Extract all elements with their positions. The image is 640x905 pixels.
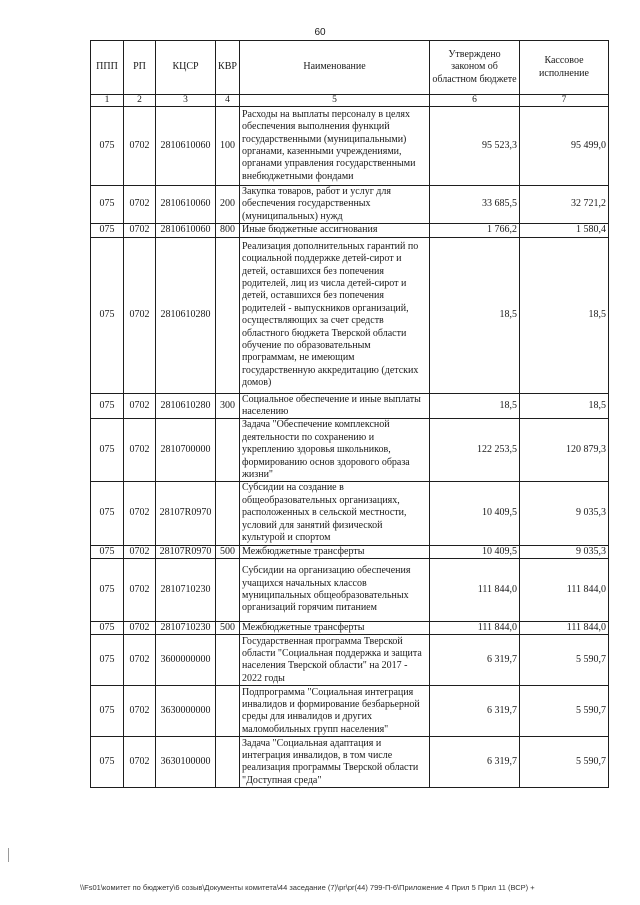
cell-rp: 0702: [124, 558, 156, 621]
cell-kcsr: 2810700000: [156, 419, 216, 482]
margin-mark: [8, 848, 9, 862]
cell-kvr: [216, 737, 240, 788]
cell-kcsr: 28107R0970: [156, 545, 216, 558]
table-row: [91, 621, 609, 634]
cell-approved: 1 766,2: [430, 224, 520, 237]
cell-approved: 122 253,5: [430, 419, 520, 482]
cell-name: Реализация дополнительных гарантий по социальной поддержке детей-сирот и детей, оставшихся без попечения родителей, лиц из числа детей-сирот и детей, оставшихся без попечения родителей - выпускников организаций, осуществляющих за счет средств областного бюджета Тверской области обучение по образовательным программам, не имеющим государственную аккредитацию (детских домов): [240, 237, 430, 393]
cell-ppp: 075: [91, 224, 124, 237]
cell-approved: 111 844,0: [430, 621, 520, 634]
page-number: 60: [314, 27, 326, 38]
cell-kcsr: 28107R0970: [156, 482, 216, 545]
cell-executed: 18,5: [520, 393, 609, 419]
cell-executed: 9 035,3: [520, 545, 609, 558]
column-number: 2: [124, 95, 156, 107]
cell-ppp: 075: [91, 186, 124, 224]
cell-kvr: 500: [216, 545, 240, 558]
table-row: [91, 393, 609, 419]
cell-rp: 0702: [124, 482, 156, 545]
cell-kvr: 200: [216, 186, 240, 224]
cell-name: Подпрограмма "Социальная интеграция инвалидов и формирование безбарьерной среды для инвалидов и других маломобильных групп населения": [240, 686, 430, 737]
cell-executed: 111 844,0: [520, 621, 609, 634]
cell-executed: 1 580,4: [520, 224, 609, 237]
cell-name: Субсидии на организацию обеспечения учащихся начальных классов муниципальных общеобразовательных организаций горячим питанием: [240, 558, 430, 621]
cell-executed: 5 590,7: [520, 737, 609, 788]
table-row: [91, 558, 609, 621]
column-number: 1: [91, 95, 124, 107]
cell-rp: 0702: [124, 686, 156, 737]
cell-approved: 6 319,7: [430, 635, 520, 686]
cell-rp: 0702: [124, 635, 156, 686]
cell-name: Государственная программа Тверской области "Социальная поддержка и защита населения Тверской области" на 2017 - 2022 годы: [240, 635, 430, 686]
cell-kcsr: 2810610060: [156, 107, 216, 186]
column-number: 6: [430, 95, 520, 107]
cell-kcsr: 2810610060: [156, 186, 216, 224]
cell-rp: 0702: [124, 393, 156, 419]
cell-kcsr: 3630000000: [156, 686, 216, 737]
budget-execution-table: [90, 40, 609, 788]
cell-kcsr: 3600000000: [156, 635, 216, 686]
table-row: [91, 482, 609, 545]
cell-rp: 0702: [124, 419, 156, 482]
cell-executed: 5 590,7: [520, 686, 609, 737]
table-row: [91, 107, 609, 186]
cell-approved: 18,5: [430, 237, 520, 393]
cell-kcsr: 3630100000: [156, 737, 216, 788]
cell-ppp: 075: [91, 737, 124, 788]
cell-rp: 0702: [124, 545, 156, 558]
column-number: 5: [240, 95, 430, 107]
cell-approved: 10 409,5: [430, 545, 520, 558]
cell-kvr: [216, 482, 240, 545]
cell-approved: 33 685,5: [430, 186, 520, 224]
cell-executed: 111 844,0: [520, 558, 609, 621]
cell-kvr: 800: [216, 224, 240, 237]
cell-kcsr: 2810710230: [156, 621, 216, 634]
cell-executed: 9 035,3: [520, 482, 609, 545]
cell-kvr: 500: [216, 621, 240, 634]
cell-kvr: 300: [216, 393, 240, 419]
cell-approved: 95 523,3: [430, 107, 520, 186]
cell-rp: 0702: [124, 737, 156, 788]
cell-approved: 111 844,0: [430, 558, 520, 621]
table-row: [91, 545, 609, 558]
cell-rp: 0702: [124, 237, 156, 393]
cell-approved: 6 319,7: [430, 686, 520, 737]
cell-kvr: [216, 686, 240, 737]
header-executed: Кассовое исполнение: [520, 41, 609, 95]
header-ppp: ППП: [91, 41, 124, 95]
cell-ppp: 075: [91, 545, 124, 558]
cell-kvr: [216, 419, 240, 482]
cell-approved: 6 319,7: [430, 737, 520, 788]
cell-executed: 32 721,2: [520, 186, 609, 224]
table-row: [91, 237, 609, 393]
table-row: [91, 635, 609, 686]
cell-rp: 0702: [124, 224, 156, 237]
table-row: [91, 224, 609, 237]
cell-kvr: [216, 635, 240, 686]
cell-kcsr: 2810610280: [156, 237, 216, 393]
cell-approved: 18,5: [430, 393, 520, 419]
cell-name: Межбюджетные трансферты: [240, 545, 430, 558]
cell-ppp: 075: [91, 237, 124, 393]
header-name: Наименование: [240, 41, 430, 95]
cell-ppp: 075: [91, 635, 124, 686]
column-number-row: [91, 95, 609, 107]
cell-approved: 10 409,5: [430, 482, 520, 545]
cell-rp: 0702: [124, 186, 156, 224]
cell-name: Закупка товаров, работ и услуг для обеспечения государственных (муниципальных) нужд: [240, 186, 430, 224]
cell-ppp: 075: [91, 393, 124, 419]
column-number: 4: [216, 95, 240, 107]
header-kvr: КВР: [216, 41, 240, 95]
table-row: [91, 419, 609, 482]
cell-name: Межбюджетные трансферты: [240, 621, 430, 634]
header-kcsr: КЦСР: [156, 41, 216, 95]
table-row: [91, 737, 609, 788]
cell-kcsr: 2810610280: [156, 393, 216, 419]
cell-ppp: 075: [91, 107, 124, 186]
cell-kvr: 100: [216, 107, 240, 186]
table-row: [91, 186, 609, 224]
cell-kcsr: 2810710230: [156, 558, 216, 621]
cell-executed: 120 879,3: [520, 419, 609, 482]
header-rp: РП: [124, 41, 156, 95]
table-header-row: [91, 41, 609, 95]
column-number: 3: [156, 95, 216, 107]
column-number: 7: [520, 95, 609, 107]
cell-name: Расходы на выплаты персоналу в целях обеспечения выполнения функций государственными (муниципальными) органами, казенными учреждениями, органами управления государственными внебюджетными фондами: [240, 107, 430, 186]
cell-executed: 95 499,0: [520, 107, 609, 186]
cell-name: Социальное обеспечение и иные выплаты населению: [240, 393, 430, 419]
cell-kcsr: 2810610060: [156, 224, 216, 237]
cell-ppp: 075: [91, 482, 124, 545]
cell-kvr: [216, 558, 240, 621]
cell-ppp: 075: [91, 419, 124, 482]
header-approved: Утверждено законом об областном бюджете: [430, 41, 520, 95]
cell-name: Задача "Социальная адаптация и интеграция инвалидов, в том числе реализация программы Тверской области "Доступная среда": [240, 737, 430, 788]
cell-rp: 0702: [124, 621, 156, 634]
cell-name: Задача "Обеспечение комплексной деятельности по сохранению и укреплению здоровья школьников, формированию основ здорового образа жизни": [240, 419, 430, 482]
cell-ppp: 075: [91, 558, 124, 621]
cell-name: Субсидии на создание в общеобразовательных организациях, расположенных в сельской местности, условий для занятий физической культурой и спортом: [240, 482, 430, 545]
file-path-footer: \\Fs01\комитет по бюджету\6 созыв\Документы комитета\44 заседание (7)\pr\pr(44) 799-П-6\Приложение 4 Прил 5 Прил 11 (ВСР) +: [80, 883, 535, 892]
cell-executed: 18,5: [520, 237, 609, 393]
cell-ppp: 075: [91, 686, 124, 737]
table-row: [91, 686, 609, 737]
cell-name: Иные бюджетные ассигнования: [240, 224, 430, 237]
cell-ppp: 075: [91, 621, 124, 634]
cell-kvr: [216, 237, 240, 393]
cell-executed: 5 590,7: [520, 635, 609, 686]
cell-rp: 0702: [124, 107, 156, 186]
